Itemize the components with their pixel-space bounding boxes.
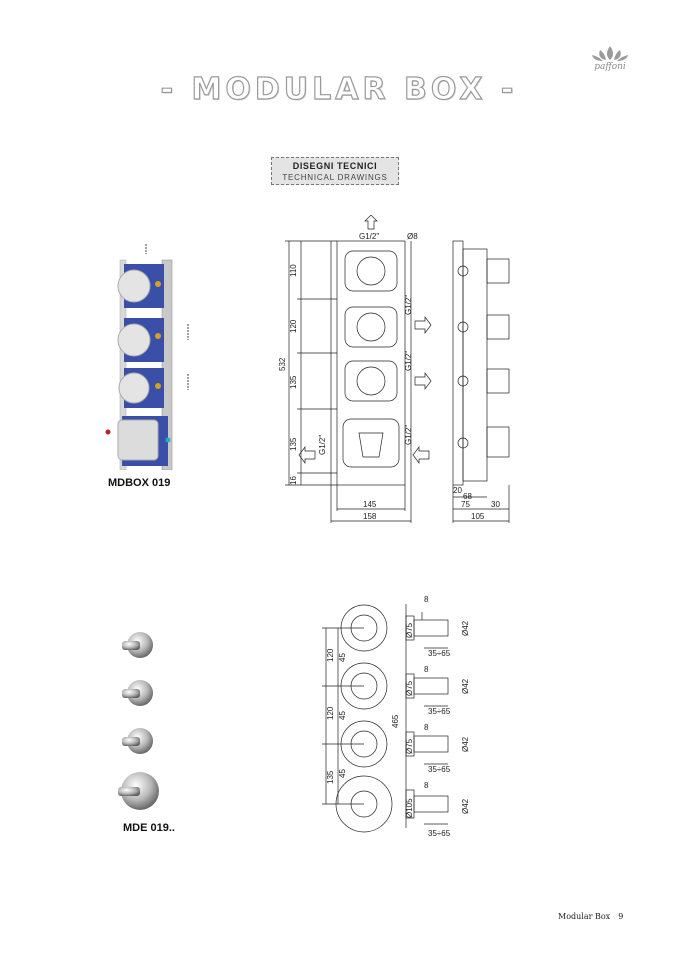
dim-range-2: 35÷65 <box>428 707 451 716</box>
dim-side-2: 68 <box>463 492 472 501</box>
dim-height-2: 120 <box>289 319 298 333</box>
dim-top-connection: G1/2" <box>359 232 380 241</box>
dim-total: 465 <box>391 714 400 728</box>
trim-model-label: MDE 019.. <box>123 822 175 834</box>
dim-side-5: 105 <box>471 512 485 521</box>
dim-range-1: 35÷65 <box>428 649 451 658</box>
dim-side-3: 75 <box>461 500 470 509</box>
box-technical-drawing <box>275 215 530 530</box>
dim-plate-1: Ø75 <box>405 622 414 638</box>
dim-connection-2: G1/2" <box>404 350 413 371</box>
trim-technical-drawing <box>318 592 478 842</box>
dim-knob-4: Ø42 <box>461 798 470 814</box>
dim-plate-3: Ø75 <box>405 738 414 754</box>
dim-height-4: 135 <box>289 437 298 451</box>
dim-plate-2: Ø75 <box>405 680 414 696</box>
dim-height-5: 16 <box>289 476 298 485</box>
section-label <box>271 157 399 185</box>
dim-hole: Ø8 <box>407 232 418 241</box>
dim-height-3: 135 <box>289 375 298 389</box>
dim-height-1: 110 <box>289 264 298 277</box>
dim-width-2: 158 <box>363 512 377 521</box>
section-label-it: DISEGNI TECNICI <box>292 161 378 171</box>
trim-product-image <box>112 625 162 815</box>
page-footer <box>558 912 623 921</box>
dim-connection-1: G1/2" <box>404 294 413 315</box>
dim-knob-2: Ø42 <box>461 678 470 694</box>
dim-connection-3: G1/2" <box>404 424 413 445</box>
dim-spacing-4: 45 <box>338 711 347 720</box>
page-number: 9 <box>618 912 624 921</box>
dim-spacing-3: 120 <box>326 706 335 720</box>
dim-spacing-6: 45 <box>338 769 347 778</box>
dim-depth-4: 8 <box>424 781 429 790</box>
dim-spacing-5: 135 <box>326 770 335 784</box>
box-model-label: MDBOX 019 <box>108 477 171 489</box>
dim-width-1: 145 <box>363 500 377 509</box>
brand-name: paffoni <box>594 62 626 72</box>
dim-depth-2: 8 <box>424 665 429 674</box>
dim-side-1: 20 <box>453 486 462 495</box>
dim-side-4: 30 <box>491 500 500 509</box>
dim-knob-3: Ø42 <box>461 736 470 752</box>
dim-plate-4: Ø105 <box>405 798 414 818</box>
dim-total-height: 532 <box>278 357 287 371</box>
dim-knob-1: Ø42 <box>461 620 470 636</box>
dim-connection-4: G1/2" <box>318 434 327 455</box>
page-title: - MODULAR BOX - <box>160 72 518 107</box>
dim-depth-1: 8 <box>424 595 429 604</box>
box-product-image <box>100 240 190 470</box>
dim-range-3: 35÷65 <box>428 765 451 774</box>
section-label-en: TECHNICAL DRAWINGS <box>282 173 388 182</box>
dim-range-4: 35÷65 <box>428 829 451 838</box>
footer-text: Modular Box <box>558 912 611 921</box>
dim-depth-3: 8 <box>424 723 429 732</box>
dim-spacing-1: 120 <box>326 648 335 662</box>
dim-spacing-2: 45 <box>338 653 347 662</box>
